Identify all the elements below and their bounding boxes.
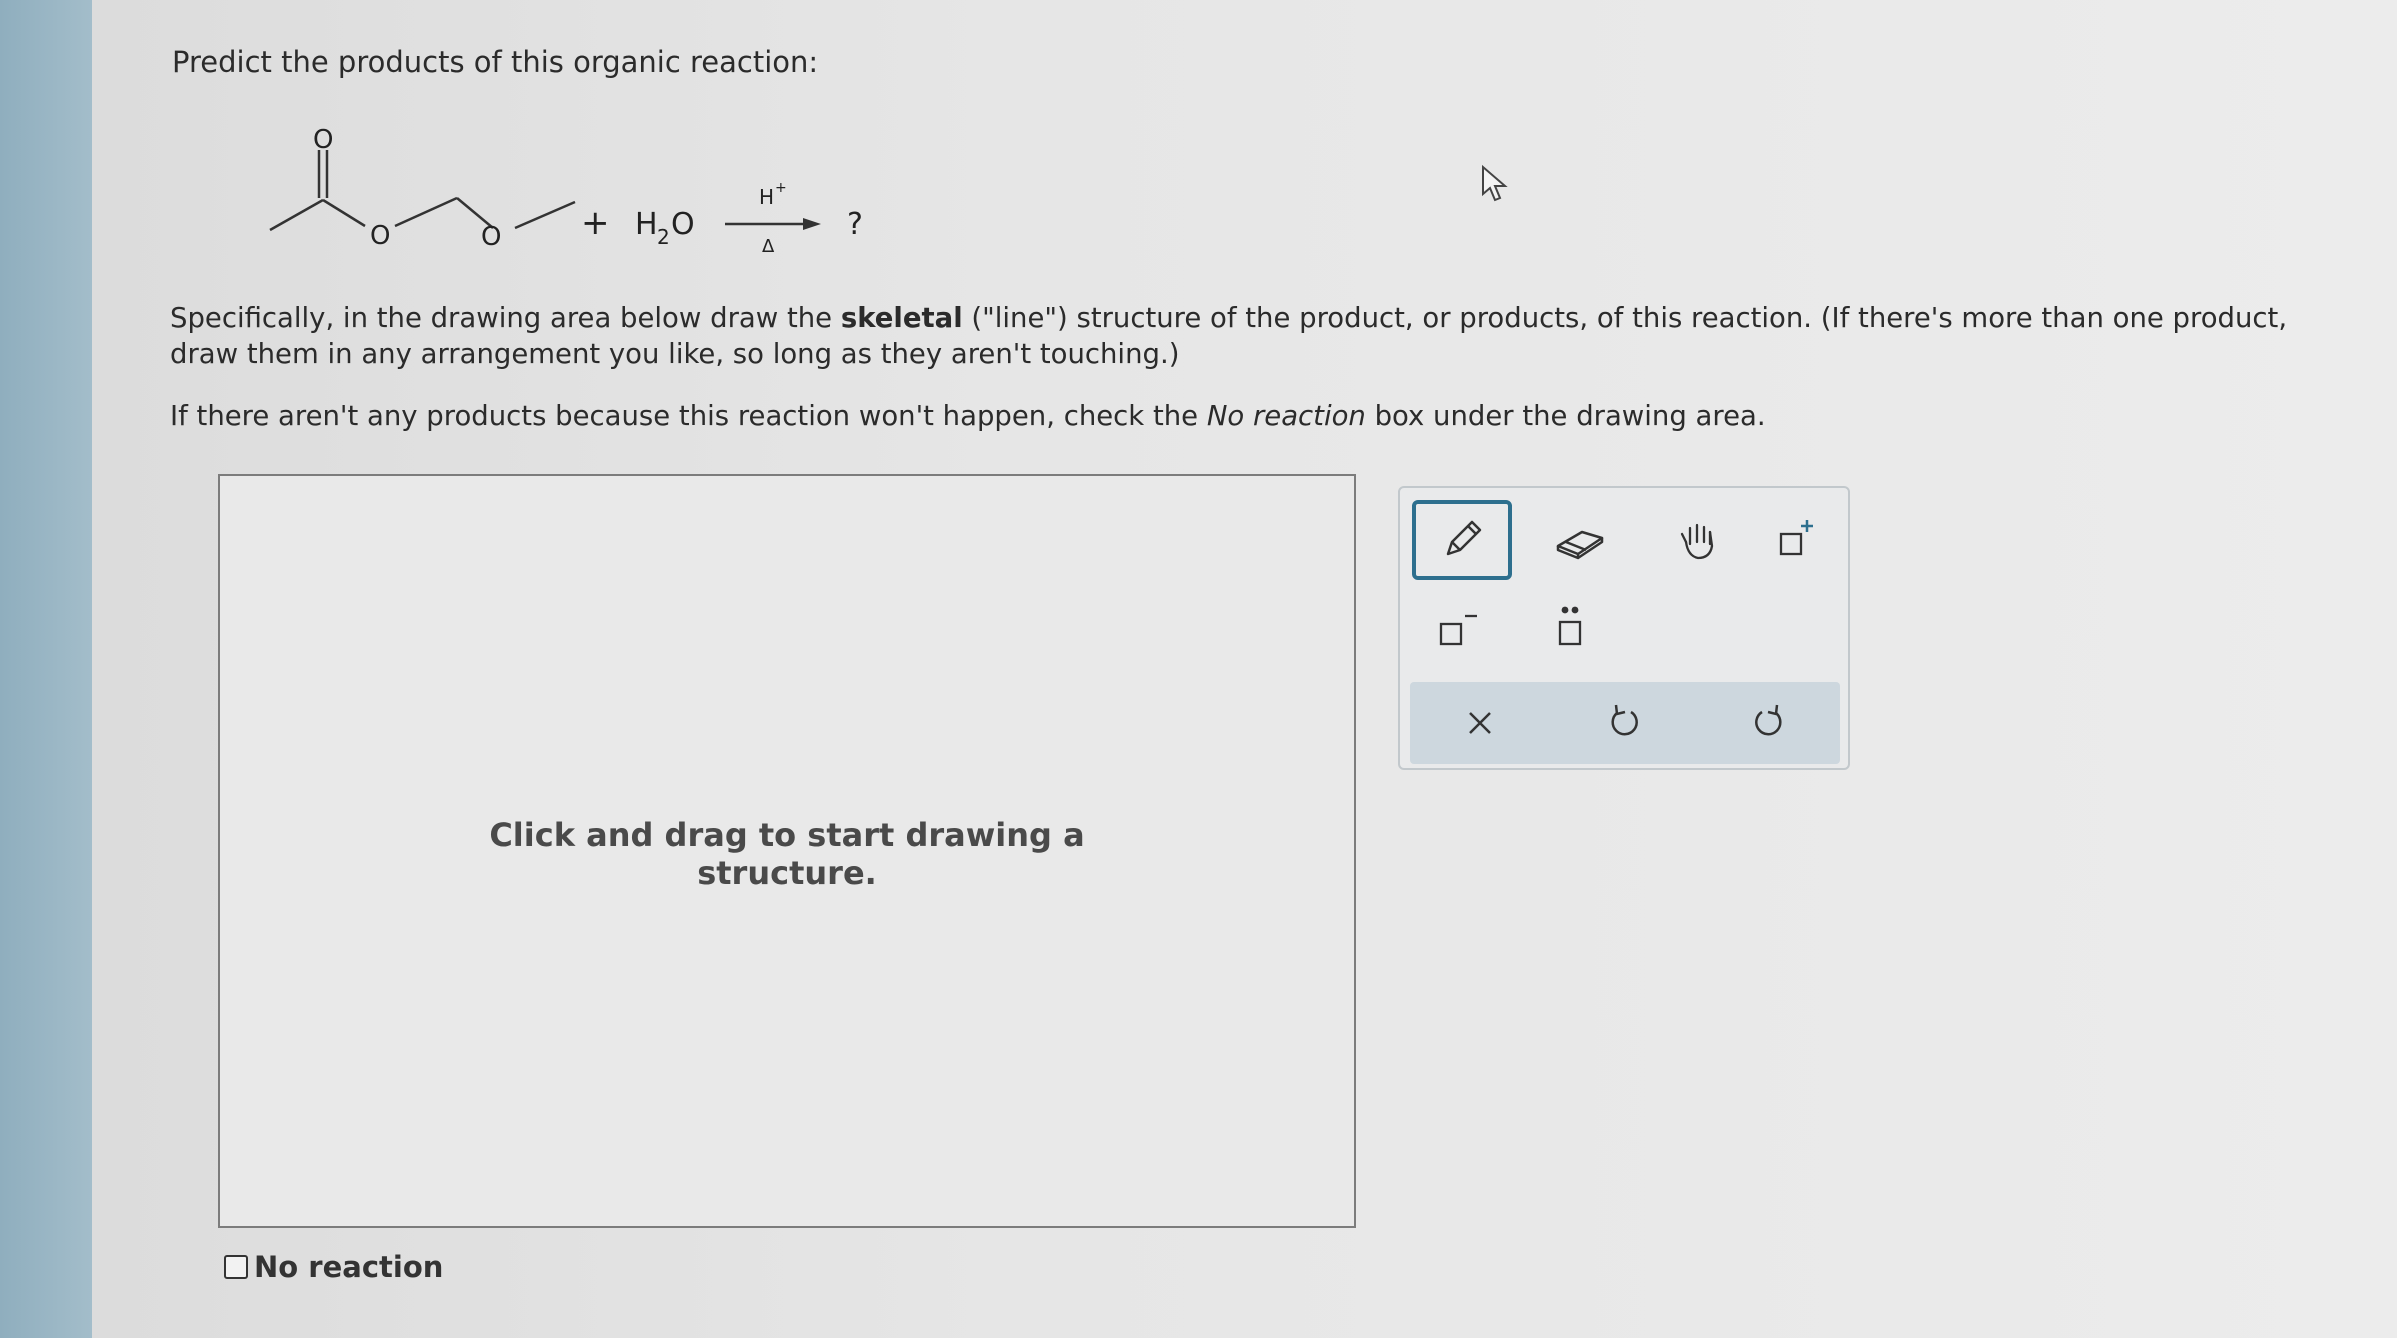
mouse-cursor-icon xyxy=(1480,164,1510,208)
drawing-toolbox xyxy=(1398,486,1850,770)
water-o: O xyxy=(671,207,695,242)
reaction-svg xyxy=(255,118,895,268)
hand-tool-button[interactable] xyxy=(1648,500,1748,580)
no-reaction-instructions xyxy=(170,398,2310,434)
instr2-text-b: box under the drawing area. xyxy=(1365,400,1766,432)
clear-button[interactable] xyxy=(1440,690,1520,756)
drawing-canvas[interactable] xyxy=(218,474,1356,1228)
instr-text-a: Specifically, in the drawing area below draw the xyxy=(170,302,841,334)
pencil-tool-button[interactable] xyxy=(1412,500,1512,580)
eraser-tool-button[interactable] xyxy=(1530,500,1630,580)
hint-line-2: structure. xyxy=(697,854,877,892)
negative-charge-icon xyxy=(1429,600,1485,656)
question-prompt: Predict the products of this organic reaction: xyxy=(172,45,819,79)
no-reaction-checkbox[interactable] xyxy=(224,1255,248,1279)
negative-charge-button[interactable] xyxy=(1412,588,1502,668)
drawing-hint xyxy=(220,816,1354,892)
no-reaction-option[interactable] xyxy=(224,1250,443,1284)
action-bar xyxy=(1410,682,1840,764)
window-edge xyxy=(0,0,92,1338)
no-reaction-label: No reaction xyxy=(254,1250,444,1284)
reaction-arrowhead xyxy=(803,218,821,230)
atom-o-ester: O xyxy=(370,221,391,251)
redo-button[interactable] xyxy=(1728,690,1808,756)
hand-icon xyxy=(1670,512,1726,568)
instr-bold-skeletal: skeletal xyxy=(840,302,963,334)
plus-sign: + xyxy=(581,203,610,243)
water-h: H xyxy=(635,207,658,242)
instructions-paragraph xyxy=(170,300,2310,372)
undo-icon xyxy=(1597,695,1653,751)
lone-pair-button[interactable] xyxy=(1520,588,1620,668)
catalyst-label: H xyxy=(759,185,775,209)
instr2-text-a: If there aren't any products because this reaction won't happen, check the xyxy=(170,400,1207,432)
reactant-skeleton xyxy=(270,150,575,230)
clear-icon xyxy=(1452,695,1508,751)
water-subscript: 2 xyxy=(657,225,670,249)
catalyst-charge: + xyxy=(775,180,787,196)
pencil-icon xyxy=(1434,512,1490,568)
positive-charge-icon xyxy=(1767,512,1823,568)
heat-condition: Δ xyxy=(762,236,775,257)
instr2-italic: No reaction xyxy=(1206,400,1366,432)
atom-o-carbonyl: O xyxy=(313,125,334,155)
undo-button[interactable] xyxy=(1585,690,1665,756)
redo-icon xyxy=(1740,695,1796,751)
instr-text-b: ("line") structure of the product, or products, of this reaction. (If there's more than one product, draw them in any arrangement you like, so long as they aren't touching.) xyxy=(170,302,2288,370)
product-unknown: ? xyxy=(847,207,863,242)
atom-o-ether: O xyxy=(481,222,502,252)
hint-line-1: Click and drag to start drawing a xyxy=(489,816,1085,854)
positive-charge-button[interactable] xyxy=(1750,500,1840,580)
lone-pair-icon xyxy=(1542,600,1598,656)
reaction-scheme xyxy=(255,118,895,268)
eraser-icon xyxy=(1552,512,1608,568)
